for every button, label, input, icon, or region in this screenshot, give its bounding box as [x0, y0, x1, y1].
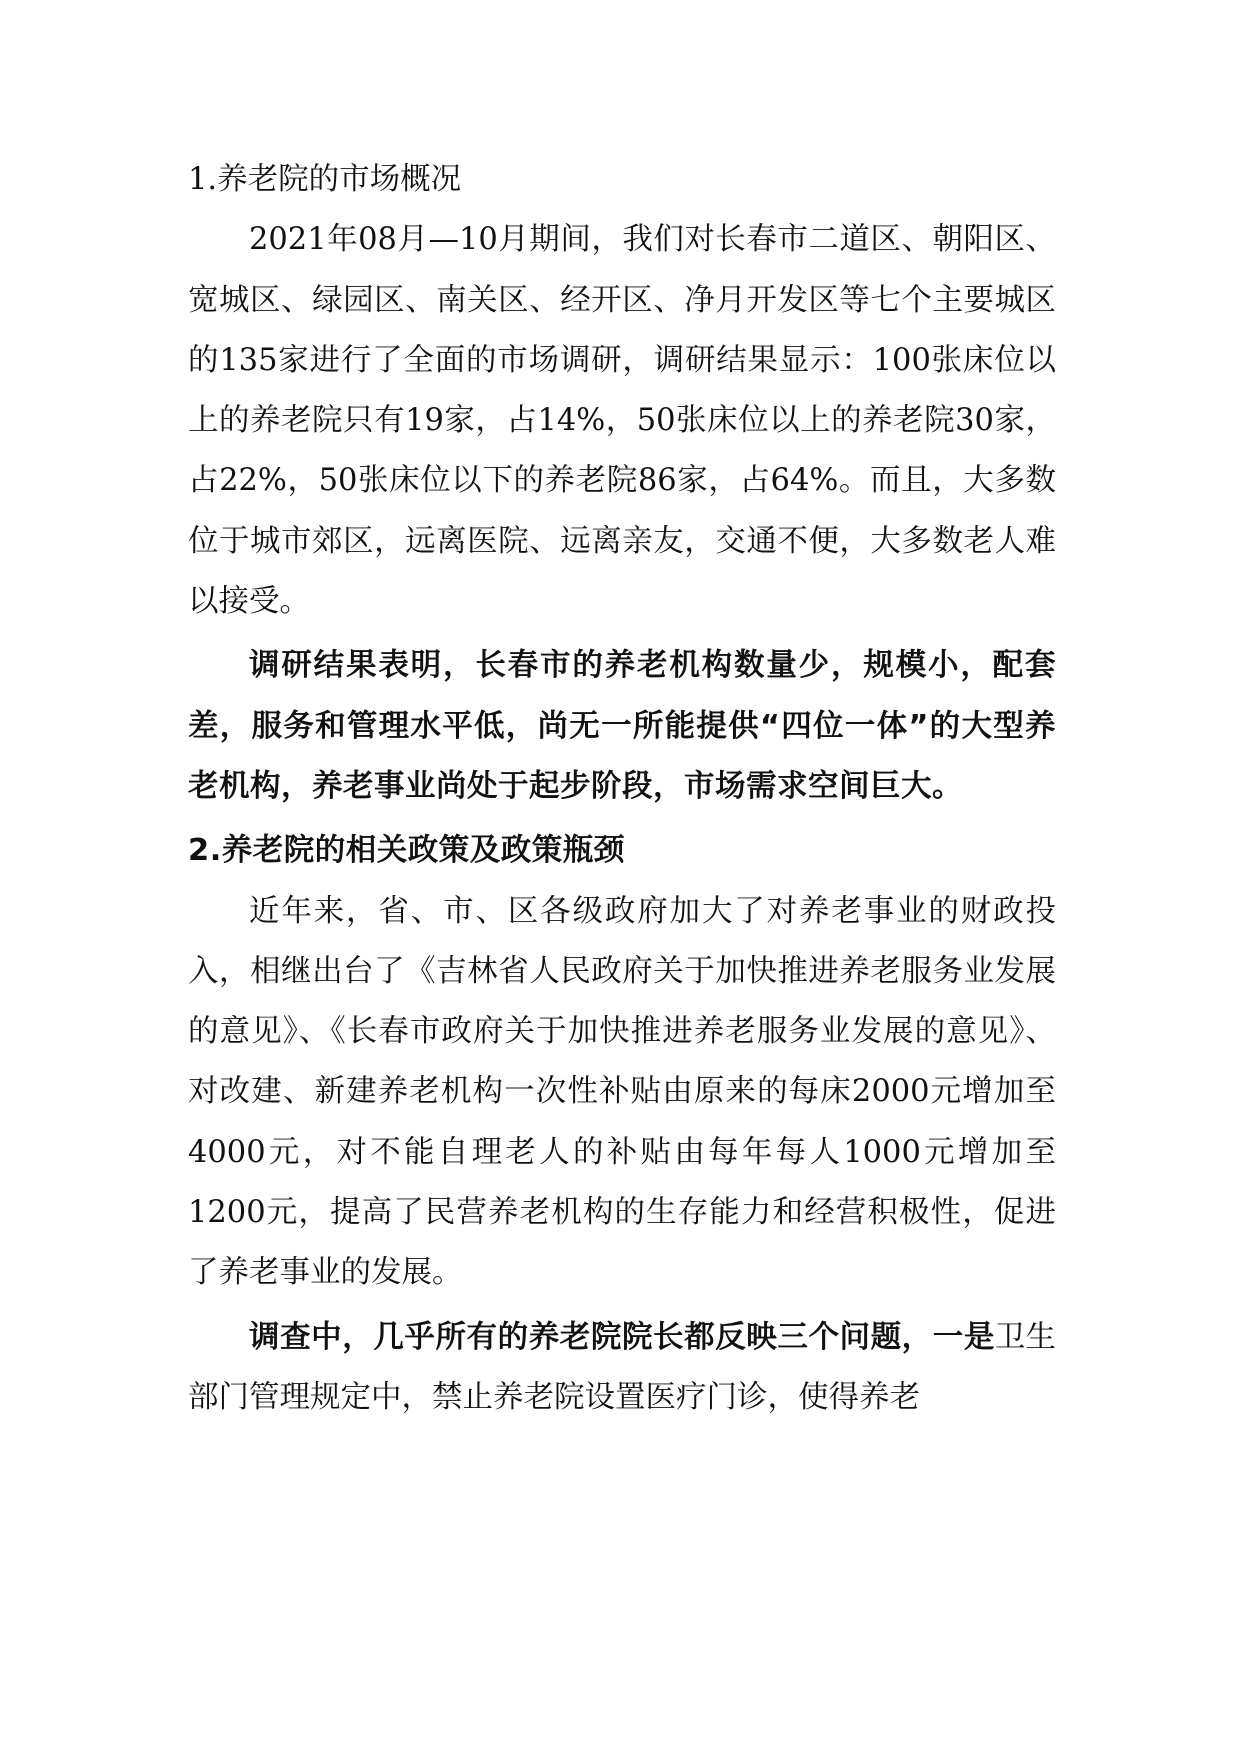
- paragraph-survey-issues-rest: 卫生部门管理规定中，禁止养老院设置医疗门诊，使得养老: [188, 1319, 1057, 1415]
- section-heading-market-overview: 1.养老院的市场概况: [188, 162, 462, 197]
- paragraph-survey-issues: [188, 1308, 1056, 1429]
- paragraph-survey-issues-lead: 调查中，几乎所有的养老院院长都反映三个问题，一是: [249, 1319, 995, 1355]
- section-heading-policies: 2.养老院的相关政策及政策瓶颈: [188, 833, 625, 869]
- paragraph-survey-conclusion: 调研结果表明，长春市的养老机构数量少，规模小，配套差，服务和管理水平低，尚无一所能提供“四位一体”的大型养老机构，养老事业尚处于起步阶段，市场需求空间巨大。: [188, 648, 1056, 804]
- document-body: [188, 150, 1056, 1428]
- paragraph-market-survey: 2021年08月—10月期间，我们对长春市二道区、朝阳区、宽城区、绿园区、南关区、经开区、净月开发区等七个主要城区的135家进行了全面的市场调研，调研结果显示：100张床位以上的养老院只有19家，占14%，50张床位以上的养老院30家，占22%，50张床位以下的养老院86家，占64%。而且，大多数位于城市郊区，远离医院、远离亲友，交通不便，大多数老人难以接受。: [188, 222, 1056, 620]
- paragraph-government-policies: 近年来，省、市、区各级政府加大了对养老事业的财政投入，相继出台了《吉林省人民政府关于加快推进养老服务业发展的意见》、《长春市政府关于加快推进养老服务业发展的意见》、对改建、新建养老机构一次性补贴由原来的每床2000元增加至4000元，对不能自理老人的补贴由每年每人1000元增加至1200元，提高了民营养老机构的生存能力和经营积极性，促进了养老事业的发展。: [188, 893, 1056, 1291]
